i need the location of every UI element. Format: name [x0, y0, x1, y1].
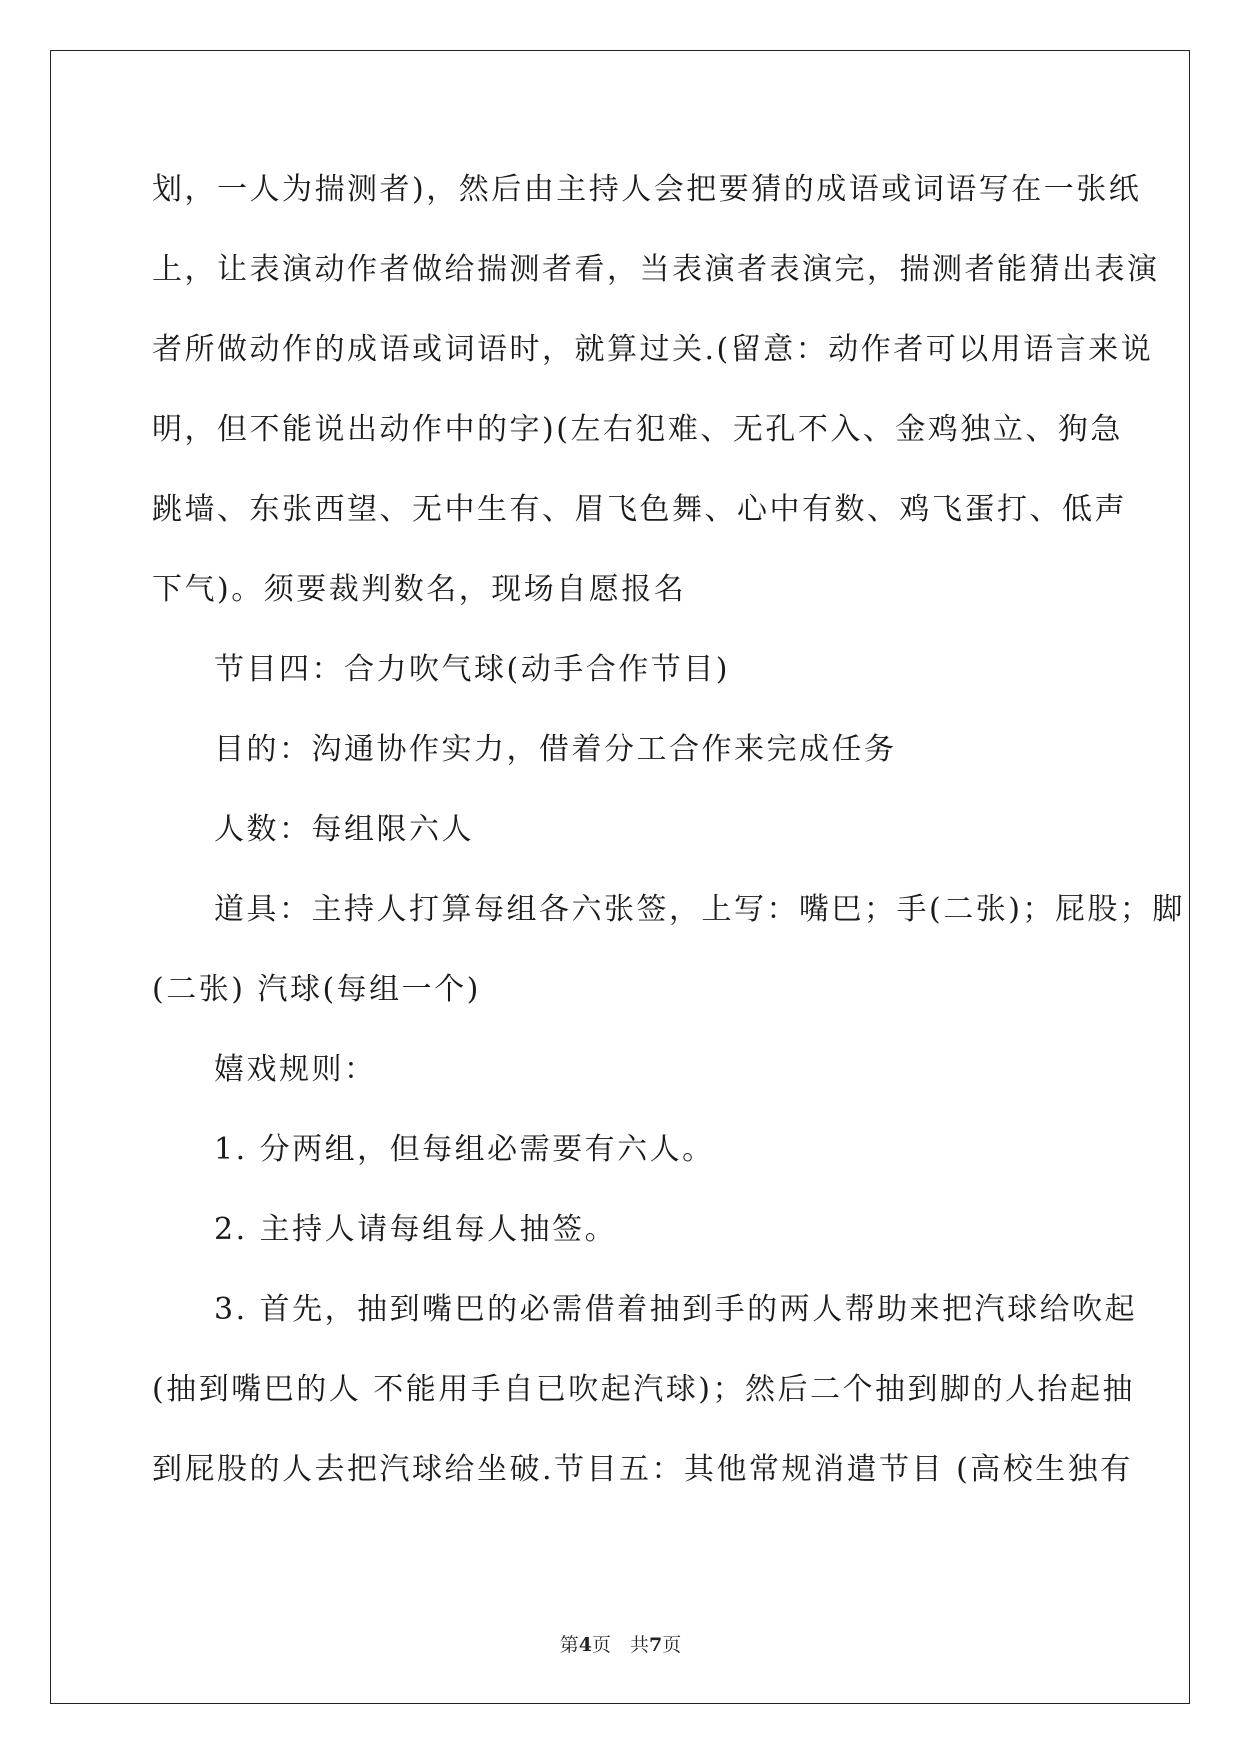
footer-prefix: 第	[559, 1634, 579, 1656]
text-line: 者所做动作的成语或词语时，就算过关.(留意：动作者可以用语言来说	[152, 332, 1154, 367]
text-line: 明，但不能说出动作中的字)(左右犯难、无孔不入、金鸡独立、狗急	[152, 412, 1123, 447]
text-line: 1. 分两组，但每组必需要有六人。	[214, 1132, 715, 1167]
text-line: 人数：每组限六人	[214, 812, 474, 847]
text-line: 跳墙、东张西望、无中生有、眉飞色舞、心中有数、鸡飞蛋打、低声	[152, 492, 1127, 527]
text-line: (二张) 汽球(每组一个)	[152, 972, 481, 1007]
current-page-number: 4	[578, 1634, 592, 1656]
text-line: 2. 主持人请每组每人抽签。	[214, 1212, 618, 1247]
text-line: 道具：主持人打算每组各六张签，上写：嘴巴；手(二张)；屁股；脚	[214, 892, 1185, 927]
text-line: 到屁股的人去把汽球给坐破.节目五：其他常规消遣节目 (高校生独有	[152, 1452, 1133, 1487]
document-body	[152, 160, 1185, 1520]
page-footer	[0, 1630, 1241, 1657]
text-line: 目的：沟通协作实力，借着分工合作来完成任务	[214, 732, 897, 767]
text-line: 节目四：合力吹气球(动手合作节目)	[214, 652, 730, 687]
footer-middle: 页 共	[591, 1634, 649, 1656]
text-line: 上，让表演动作者做给揣测者看，当表演者表演完，揣测者能猜出表演	[152, 252, 1160, 287]
text-line: 下气)。须要裁判数名，现场自愿报名	[152, 572, 687, 607]
footer-suffix: 页	[662, 1634, 682, 1656]
text-line: 划，一人为揣测者)，然后由主持人会把要猜的成语或词语写在一张纸	[152, 172, 1142, 207]
text-line: 嬉戏规则：	[214, 1052, 377, 1087]
text-line: 3. 首先，抽到嘴巴的必需借着抽到手的两人帮助来把汽球给吹起	[214, 1292, 1138, 1327]
text-line: (抽到嘴巴的人 不能用手自已吹起汽球)；然后二个抽到脚的人抬起抽	[152, 1372, 1135, 1407]
total-page-count: 7	[649, 1634, 663, 1656]
